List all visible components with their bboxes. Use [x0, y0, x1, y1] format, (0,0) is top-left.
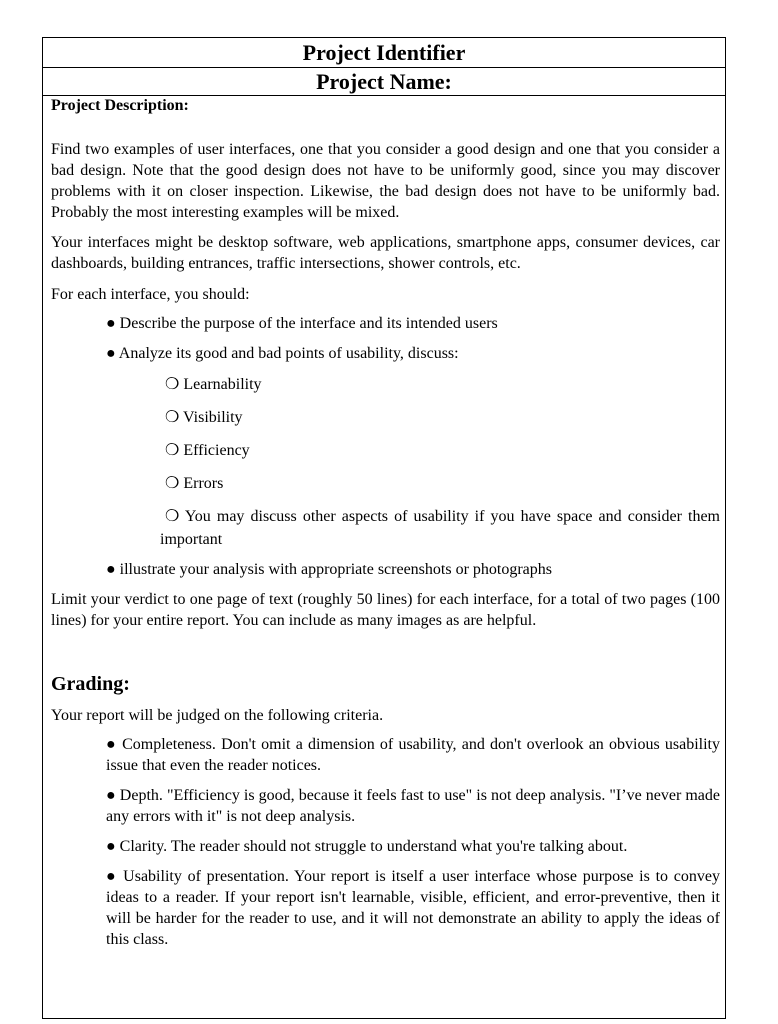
- list-item: ❍ Errors: [165, 475, 224, 492]
- limit-paragraph: Limit your verdict to one page of text (roughly 50 lines) for each interface, for a total of two pages (100 lines) for your entire report. You can include as many images as are helpful.: [51, 591, 720, 629]
- criteria-item: ● Completeness. Don't omit a dimension of usability, and don't overlook an obvious usability issue that even the reader notices.: [106, 736, 720, 774]
- criteria-item: ● Usability of presentation. Your report is itself a user interface whose purpose is to convey ideas to a reader. If your report isn't learnable, visible, efficient, and error-preventive, then it will be harder for the reader to use, and it will not demonstrate an ability to apply the ideas of this class.: [106, 868, 720, 948]
- list-item: ❍ Efficiency: [165, 442, 250, 459]
- criteria-item: ● Depth. "Efficiency is good, because it feels fast to use" is not deep analysis. "I’ve never made any errors with it" is not deep analysis.: [106, 787, 720, 825]
- list-item: ● Analyze its good and bad points of usability, discuss:: [106, 345, 459, 362]
- list-item: ● illustrate your analysis with appropriate screenshots or photographs: [106, 561, 553, 578]
- description-intro: For each interface, you should:: [51, 286, 250, 303]
- description-paragraph: Your interfaces might be desktop software, web applications, smartphone apps, consumer devices, car dashboards, building entrances, traffic intersections, shower controls, etc.: [51, 234, 720, 272]
- criteria-item: ● Clarity. The reader should not struggle to understand what you're talking about.: [106, 838, 628, 855]
- list-item: ❍ You may discuss other aspects of usability if you have space and consider them important: [160, 508, 720, 548]
- grading-intro: Your report will be judged on the following criteria.: [51, 707, 384, 724]
- list-item: ❍ Visibility: [165, 409, 243, 426]
- grading-heading: Grading:: [51, 673, 130, 695]
- description-paragraph: Find two examples of user interfaces, one that you consider a good design and one that you consider a bad design. Note that the good design does not have to be uniformly good, since you may discover problems with it on closer inspection. Likewise, the bad design does not have to be uniformly bad. Probably the most interesting examples will be mixed.: [51, 141, 720, 221]
- list-item: ❍ Learnability: [165, 376, 262, 393]
- project-identifier-heading: Project Identifier: [302, 40, 466, 65]
- project-name-heading: Project Name:: [316, 69, 452, 94]
- project-description-label: Project Description:: [51, 97, 189, 114]
- list-item: ● Describe the purpose of the interface and its intended users: [106, 315, 498, 332]
